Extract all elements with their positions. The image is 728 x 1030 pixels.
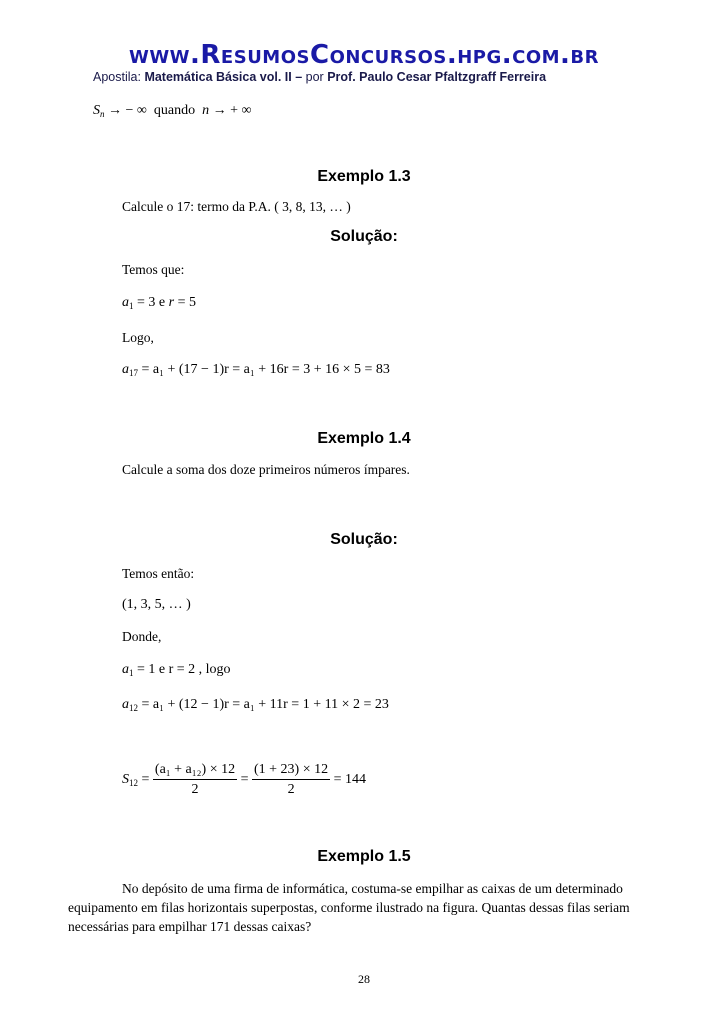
temos-que: Temos que: [122, 262, 185, 277]
byline-apostila: Apostila: [93, 70, 141, 84]
symbol-n: n [202, 103, 210, 118]
sum-formula: $S_{12}$ = $\frac{\text{(a₁ + a₁₂) × 12}}{2}$ = $\frac{(1 + 23) \times 12}{2}$ = 144 [122, 762, 367, 797]
word-quando: quando [153, 103, 196, 118]
sum-fraction-2: $\frac{(1 + 23) \times 12}{2}$ [254, 762, 329, 797]
symbol-s: S [93, 103, 100, 118]
arrow-plus-infinity: → + ∞ [212, 103, 252, 118]
donde-label: Donde, [122, 629, 162, 644]
byline-por: por [305, 70, 324, 84]
example-1-4-statement: Calcule a soma dos doze primeiros números ímpares. [122, 462, 410, 477]
example-1-3-title: Exemplo 1.3 [317, 168, 411, 185]
symbol-n-sub: n [100, 109, 105, 119]
a12-calculation: $a_{12} = a_1 + (12 - 1)r = a_1 + 11r = 1 + 11 \times 2 = 23$ [122, 697, 389, 713]
example-1-4-solution-title: Solução: [330, 531, 398, 548]
site-url-header: www.ResumosConcursos.hpg.com.br [128, 40, 600, 70]
byline-dash: – [295, 70, 303, 84]
limit-formula [93, 103, 252, 119]
logo-label: Logo, [122, 330, 154, 345]
a17-calculation: $a_{17} = a_1 + (17 - 1)r = a_1 + 16r = 3 + 16 \times 5 = 83$ [122, 362, 390, 378]
odd-sequence: (1, 3, 5, … ) [122, 597, 191, 612]
example-1-3-solution-title: Solução: [330, 228, 398, 245]
byline-author: Prof. Paulo Cesar Pfaltzgraff Ferreira [327, 70, 547, 84]
example-1-3-statement: Calcule o 17: termo da P.A. ( 3, 8, 13, … ) [122, 199, 351, 214]
page-number: 28 [358, 972, 370, 986]
byline [93, 70, 546, 84]
temos-entao: Temos então: [122, 566, 195, 581]
sum-fraction-1: $\frac{\text{(a₁ + a₁₂) × 12}}{2}$ [154, 762, 236, 797]
example-1-5-paragraph: No depósito de uma firma de informática, costuma-se empilhar as caixas de um determinado equipamento em filas horizontais superpostas, conforme ilustrado na figura. Quantas dessas filas seriam necessárias para empilhar 171 dessas caixas? [68, 881, 630, 934]
byline-title: Matemática Básica vol. II [144, 70, 292, 84]
given-values-1-4: $a_1 = 1$ e r = 2 , logo [122, 662, 231, 678]
example-1-5-title: Exemplo 1.5 [317, 848, 411, 865]
example-1-4-title: Exemplo 1.4 [317, 430, 411, 447]
arrow-minus-infinity: → − ∞ [108, 103, 147, 118]
given-values: $a_1 = 3$ e r = 5 [122, 295, 196, 311]
